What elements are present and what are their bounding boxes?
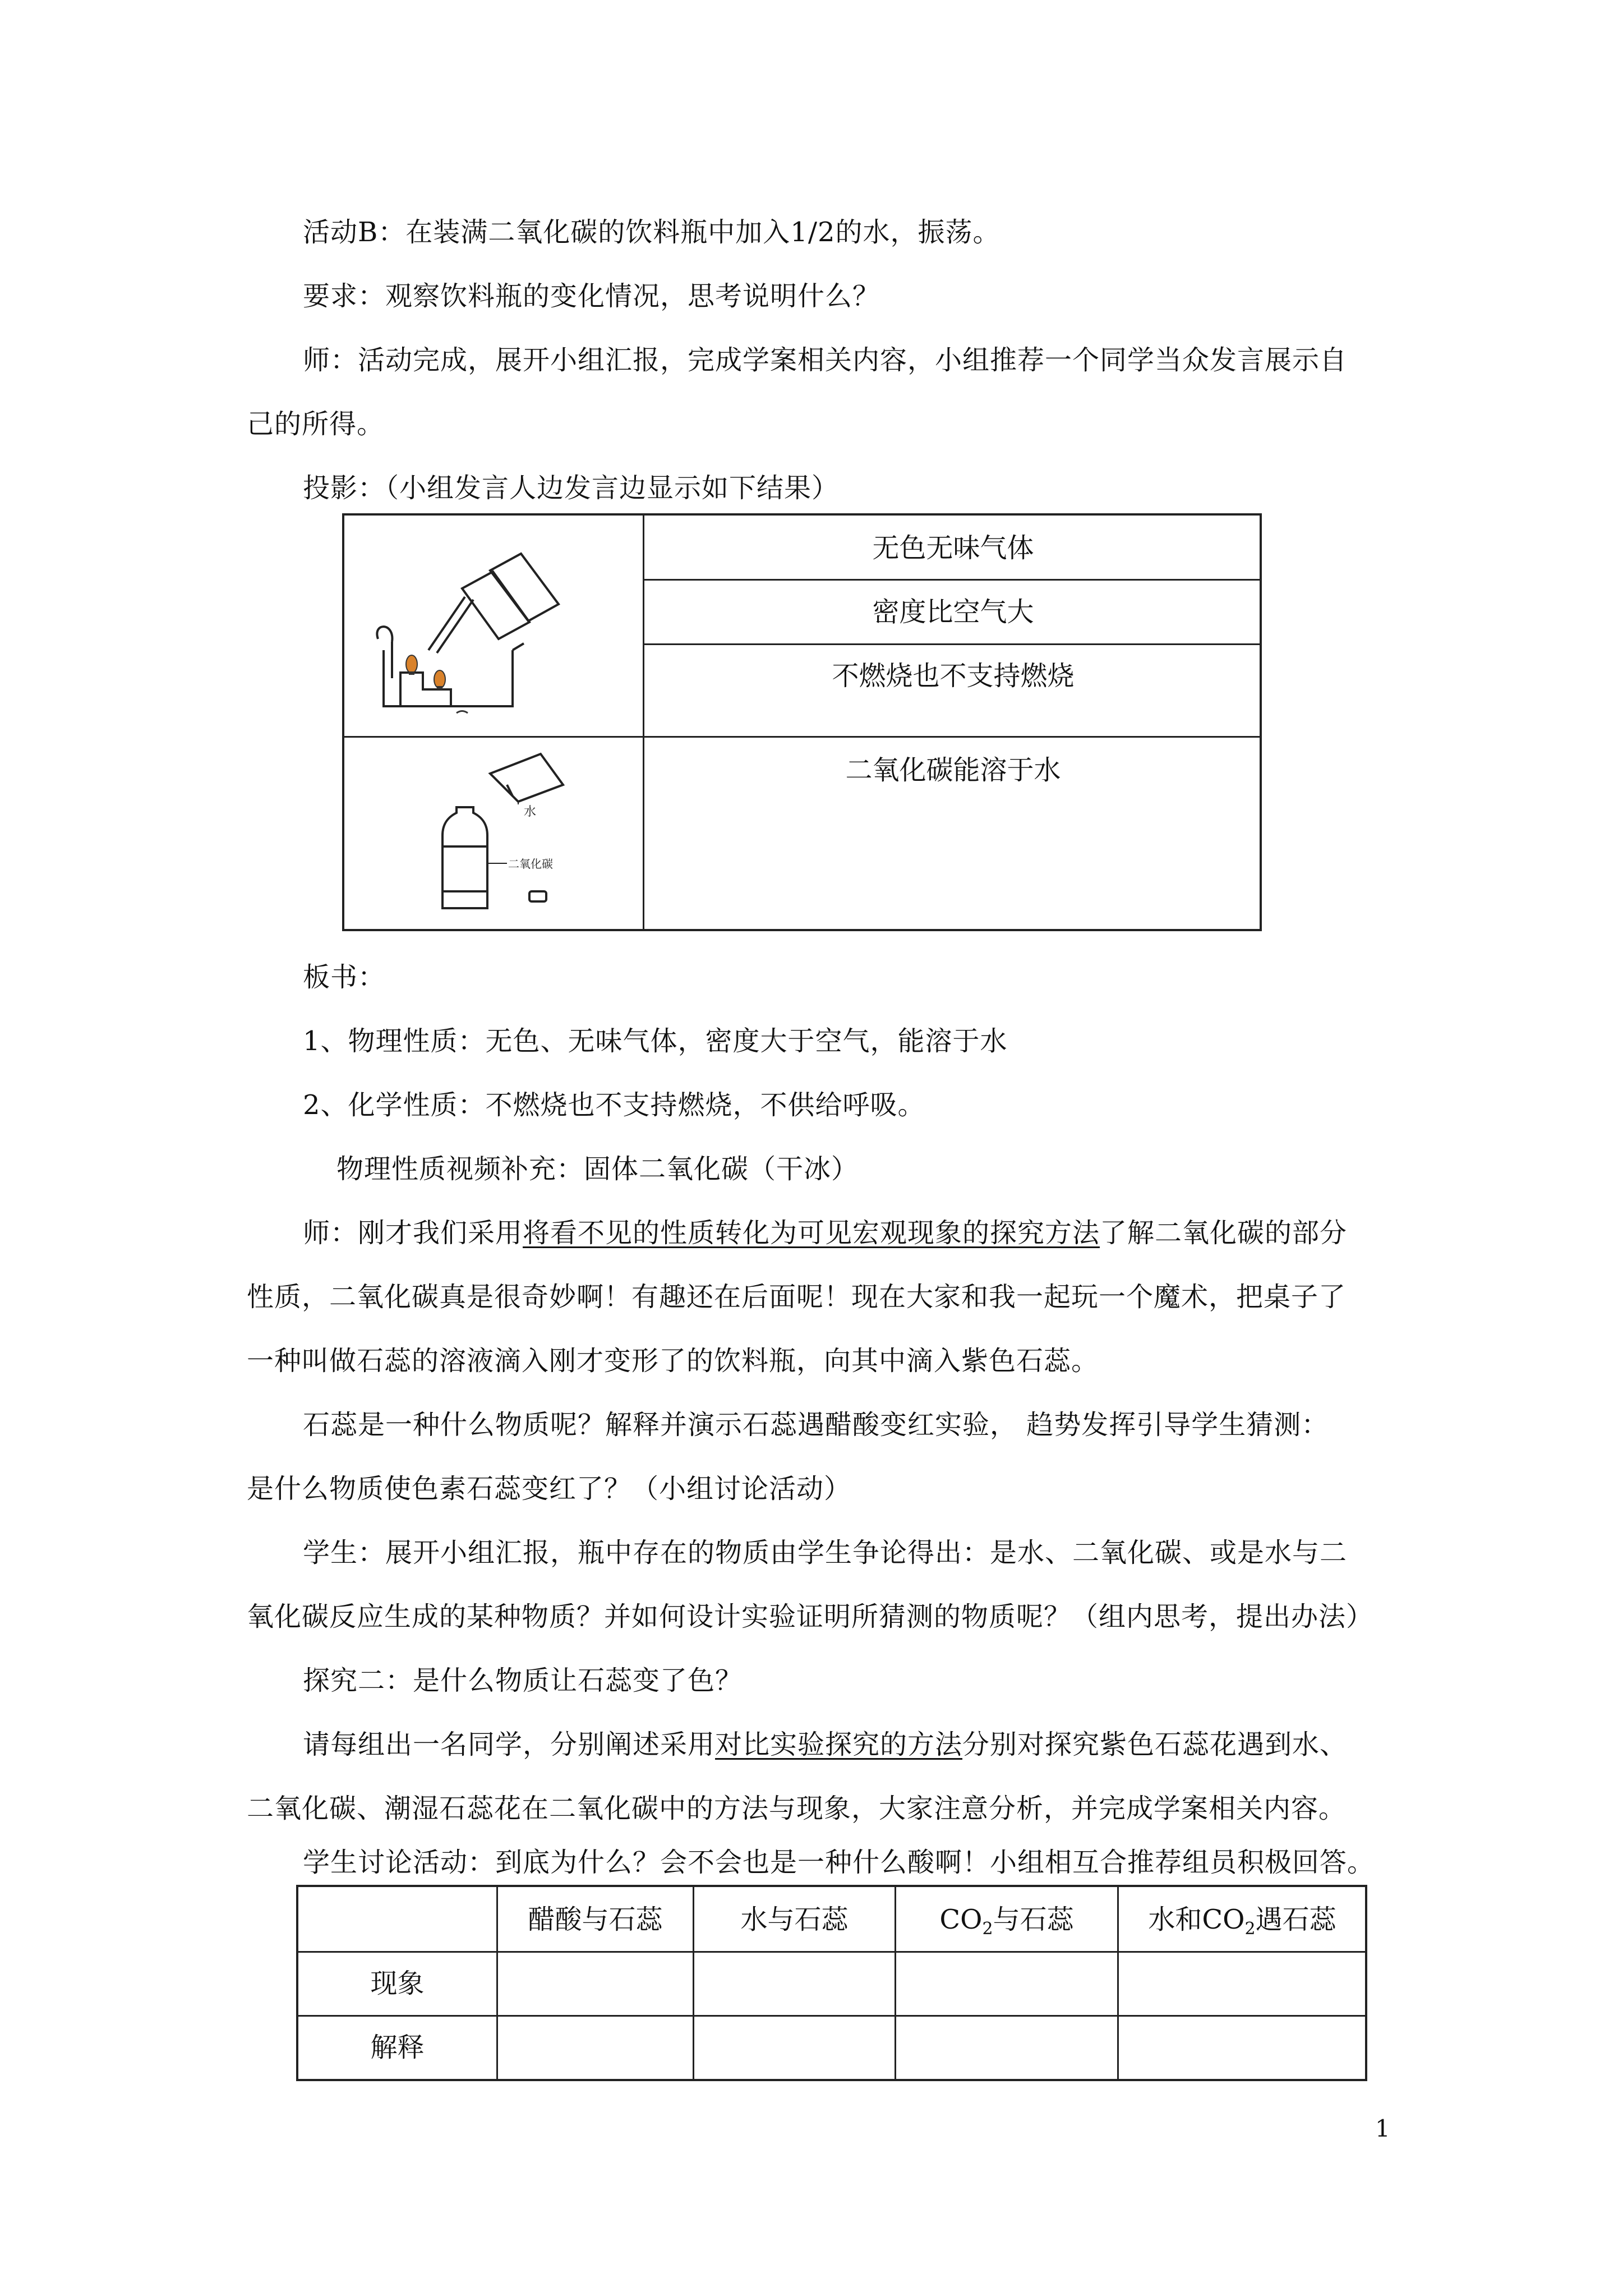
paragraph-discussion: 学生讨论活动：到底为什么？会不会也是一种什么酸啊！小组相互合推荐组员积极回答。 <box>303 1847 1375 1878</box>
co2-label: 二氧化碳 <box>508 857 553 871</box>
paragraph-projection: 投影：（小组发言人边发言边显示如下结果） <box>303 472 840 504</box>
table-divider <box>298 1951 1365 1953</box>
board-item-chemical: 2、化学性质：不燃烧也不支持燃烧，不供给呼吸。 <box>303 1089 925 1121</box>
paragraph-student-line2: 氧化碳反应生成的某种物质？并如何设计实验证明所猜测的物质呢？（组内思考，提出办法） <box>247 1601 1374 1632</box>
header-co2-litmus: $CO_2$与石蕊 <box>939 1904 1074 1939</box>
paragraph-litmus: 石蕊是一种什么物质呢？解释并演示石蕊遇醋酸变红实验， 趋势发挥引导学生猜测： <box>303 1409 1329 1441</box>
request-suffix: 分别对探究紫色石蕊花遇到水、 <box>962 1729 1348 1760</box>
paragraph-inquiry-2: 探究二：是什么物质让石蕊变了色？ <box>303 1665 743 1696</box>
paragraph-teacher-2-line3: 一种叫做石蕊的溶液滴入刚才变形了的饮料瓶，向其中滴入紫色石蕊。 <box>247 1345 1099 1377</box>
projection-table <box>342 513 1262 931</box>
result-colorless-odorless: 无色无味气体 <box>872 532 1034 564</box>
paragraph-teacher-2-line2: 性质，二氧化碳真是很奇妙啊！有趣还在后面呢！现在大家和我一起玩一个魔术，把桌子了 <box>247 1281 1347 1313</box>
teacher-2-suffix: 了解二氧化碳的部分 <box>1100 1217 1348 1249</box>
teacher-2-method: 将看不见的性质转化为可见宏观现象的探究方法 <box>523 1217 1100 1249</box>
row-label-explanation: 解释 <box>370 2032 425 2063</box>
table-divider <box>643 516 644 929</box>
header-water-litmus: 水与石蕊 <box>740 1904 849 1935</box>
header-acetic-litmus: 醋酸与石蕊 <box>528 1904 663 1935</box>
paragraph-teacher-2 <box>303 1216 1347 1250</box>
table-divider <box>344 736 1260 738</box>
result-density: 密度比空气大 <box>872 596 1034 628</box>
request-method: 对比实验探究的方法 <box>715 1729 963 1760</box>
result-soluble: 二氧化碳能溶于水 <box>845 754 1061 786</box>
table-divider <box>643 579 1260 581</box>
paragraph-request-line2: 二氧化碳、潮湿石蕊花在二氧化碳中的方法与现象，大家注意分析，并完成学案相关内容。 <box>247 1793 1347 1824</box>
bottle-dissolve-image <box>428 751 597 919</box>
paragraph-litmus-line2: 是什么物质使色素石蕊变红了？（小组讨论活动） <box>247 1473 852 1504</box>
board-title: 板书： <box>303 961 386 993</box>
paragraph-teacher-1: 师：活动完成，展开小组汇报，完成学案相关内容，小组推荐一个同学当众发言展示自 <box>303 344 1348 376</box>
board-supplement: 物理性质视频补充：固体二氧化碳（干冰） <box>336 1153 859 1185</box>
comparison-table <box>296 1885 1367 2081</box>
row-label-phenomenon: 现象 <box>370 1968 425 1999</box>
header-water-co2-litmus: 水和$CO_2$遇石蕊 <box>1148 1904 1336 1939</box>
table-divider <box>298 2015 1365 2017</box>
candle-experiment-image <box>361 538 563 723</box>
board-item-physical: 1、物理性质：无色、无味气体，密度大于空气，能溶于水 <box>303 1025 1008 1057</box>
request-prefix: 请每组出一名同学，分别阐述采用 <box>303 1729 716 1760</box>
paragraph-student: 学生：展开小组汇报，瓶中存在的物质由学生争论得出：是水、二氧化碳、或是水与二 <box>303 1537 1348 1568</box>
result-non-combustible: 不燃烧也不支持燃烧 <box>832 660 1075 692</box>
teacher-2-prefix: 师：刚才我们采用 <box>303 1217 523 1249</box>
paragraph-requirement: 要求：观察饮料瓶的变化情况，思考说明什么？ <box>303 280 880 312</box>
paragraph-activity-b: 活动B：在装满二氧化碳的饮料瓶中加入1/2的水，振荡。 <box>303 217 1000 248</box>
page-number: 1 <box>1375 2115 1390 2142</box>
paragraph-teacher-1-cont: 己的所得。 <box>247 408 385 440</box>
paragraph-request <box>303 1728 1347 1761</box>
water-label: 水 <box>524 805 537 819</box>
table-divider <box>643 643 1260 645</box>
